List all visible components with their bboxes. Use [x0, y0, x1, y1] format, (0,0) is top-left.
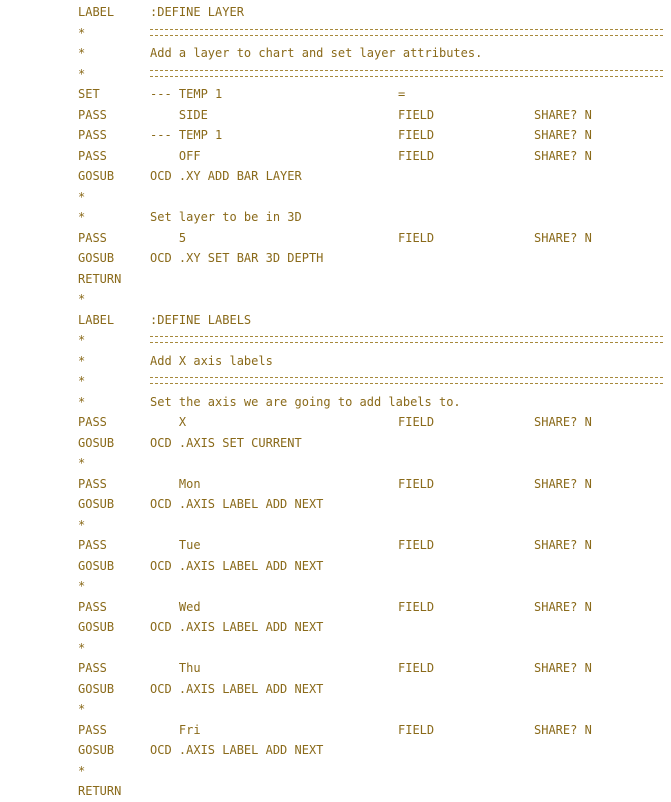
code-line — [0, 84, 671, 105]
code-line — [0, 351, 671, 372]
code-line — [0, 699, 671, 720]
code-line — [0, 433, 671, 454]
command-keyword: * — [78, 333, 86, 347]
code-line — [0, 310, 671, 331]
code-line — [0, 2, 671, 23]
command-keyword: RETURN — [78, 784, 122, 798]
field-type: FIELD — [398, 722, 435, 737]
code-line — [0, 617, 671, 638]
field-type: FIELD — [398, 599, 435, 614]
command-argument: X — [150, 415, 187, 429]
command-keyword: GOSUB — [78, 681, 115, 696]
command-keyword: RETURN — [78, 271, 122, 286]
command-keyword: LABEL — [78, 312, 115, 327]
code-line — [0, 125, 671, 146]
command-keyword: * — [78, 763, 86, 778]
share-flag: SHARE? N — [534, 476, 592, 491]
command-keyword: * — [78, 374, 86, 388]
code-listing — [0, 2, 671, 802]
code-line — [0, 166, 671, 187]
command-keyword: PASS — [78, 128, 107, 142]
command-keyword: PASS — [78, 661, 107, 675]
command-keyword: PASS — [78, 415, 107, 429]
code-line — [0, 371, 671, 392]
command-argument: Thu — [150, 661, 201, 675]
command-keyword: SET — [78, 87, 100, 101]
command-argument: Add X axis labels — [150, 353, 273, 368]
code-line — [0, 638, 671, 659]
command-argument: Fri — [150, 722, 201, 737]
command-argument: OCD .XY ADD BAR LAYER — [150, 169, 302, 183]
share-flag: SHARE? N — [534, 128, 592, 142]
command-keyword: * — [78, 456, 86, 470]
share-flag: SHARE? N — [534, 599, 592, 614]
field-type: = — [398, 87, 406, 101]
command-keyword: * — [78, 394, 86, 409]
command-keyword: * — [78, 353, 86, 368]
separator-rule — [150, 377, 663, 384]
separator-rule — [150, 29, 663, 36]
field-type: FIELD — [398, 415, 435, 429]
command-keyword: PASS — [78, 148, 107, 163]
code-line — [0, 146, 671, 167]
code-line — [0, 187, 671, 208]
code-line — [0, 207, 671, 228]
command-keyword: GOSUB — [78, 620, 115, 634]
field-type: FIELD — [398, 148, 435, 163]
command-keyword: * — [78, 292, 86, 306]
command-keyword: * — [78, 25, 86, 40]
command-keyword: GOSUB — [78, 497, 115, 511]
command-argument: :DEFINE LAYER — [150, 5, 244, 19]
command-keyword: PASS — [78, 107, 107, 122]
field-type: FIELD — [398, 107, 435, 122]
field-type: FIELD — [398, 230, 435, 245]
command-argument: Add a layer to chart and set layer attributes. — [150, 46, 483, 60]
code-line — [0, 658, 671, 679]
command-argument: :DEFINE LABELS — [150, 312, 252, 327]
command-keyword: PASS — [78, 722, 107, 737]
code-line — [0, 679, 671, 700]
code-line — [0, 330, 671, 351]
command-keyword: * — [78, 66, 86, 81]
command-argument: SIDE — [150, 107, 208, 122]
command-argument: Tue — [150, 538, 201, 552]
share-flag: SHARE? N — [534, 230, 592, 245]
command-keyword: GOSUB — [78, 435, 115, 450]
code-line — [0, 228, 671, 249]
code-line — [0, 494, 671, 515]
code-line — [0, 515, 671, 536]
command-keyword: GOSUB — [78, 743, 115, 757]
separator-rule — [150, 336, 663, 343]
share-flag: SHARE? N — [534, 538, 592, 552]
code-line — [0, 43, 671, 64]
command-keyword: * — [78, 189, 86, 204]
field-type: FIELD — [398, 128, 435, 142]
command-keyword: * — [78, 46, 86, 60]
share-flag: SHARE? N — [534, 661, 592, 675]
command-keyword: * — [78, 702, 86, 716]
separator-rule — [150, 70, 663, 77]
command-argument: OCD .AXIS LABEL ADD NEXT — [150, 743, 324, 757]
code-line — [0, 781, 671, 802]
share-flag: SHARE? N — [534, 415, 592, 429]
code-line — [0, 720, 671, 741]
command-keyword: PASS — [78, 538, 107, 552]
code-line — [0, 23, 671, 44]
code-line — [0, 576, 671, 597]
command-keyword: PASS — [78, 476, 107, 491]
command-argument: OCD .AXIS SET CURRENT — [150, 435, 302, 450]
command-keyword: * — [78, 517, 86, 532]
command-argument: OCD .AXIS LABEL ADD NEXT — [150, 558, 324, 573]
command-keyword: * — [78, 210, 86, 224]
code-line — [0, 289, 671, 310]
command-argument: 5 — [150, 230, 187, 245]
command-keyword: LABEL — [78, 5, 115, 19]
code-line — [0, 105, 671, 126]
share-flag: SHARE? N — [534, 148, 592, 163]
command-keyword: GOSUB — [78, 251, 115, 265]
code-line — [0, 556, 671, 577]
command-keyword: * — [78, 640, 86, 655]
command-argument: Mon — [150, 476, 201, 491]
code-line — [0, 597, 671, 618]
command-argument: --- TEMP 1 — [150, 87, 223, 101]
code-line — [0, 740, 671, 761]
command-keyword: PASS — [78, 230, 107, 245]
command-argument: OFF — [150, 148, 201, 163]
command-argument: Set layer to be in 3D — [150, 210, 302, 224]
code-line — [0, 761, 671, 782]
code-line — [0, 474, 671, 495]
code-line — [0, 535, 671, 556]
code-line — [0, 453, 671, 474]
share-flag: SHARE? N — [534, 107, 592, 122]
command-argument: OCD .AXIS LABEL ADD NEXT — [150, 620, 324, 634]
command-argument: OCD .XY SET BAR 3D DEPTH — [150, 251, 324, 265]
command-argument: OCD .AXIS LABEL ADD NEXT — [150, 497, 324, 511]
code-line — [0, 412, 671, 433]
field-type: FIELD — [398, 538, 435, 552]
command-keyword: * — [78, 579, 86, 593]
share-flag: SHARE? N — [534, 722, 592, 737]
code-line — [0, 269, 671, 290]
code-line — [0, 64, 671, 85]
command-argument: --- TEMP 1 — [150, 128, 223, 142]
command-keyword: PASS — [78, 599, 107, 614]
field-type: FIELD — [398, 476, 435, 491]
code-line — [0, 392, 671, 413]
code-line — [0, 248, 671, 269]
command-keyword: GOSUB — [78, 558, 115, 573]
command-argument: Wed — [150, 599, 201, 614]
field-type: FIELD — [398, 661, 435, 675]
command-argument: OCD .AXIS LABEL ADD NEXT — [150, 681, 324, 696]
command-argument: Set the axis we are going to add labels to. — [150, 394, 461, 409]
command-keyword: GOSUB — [78, 169, 115, 183]
